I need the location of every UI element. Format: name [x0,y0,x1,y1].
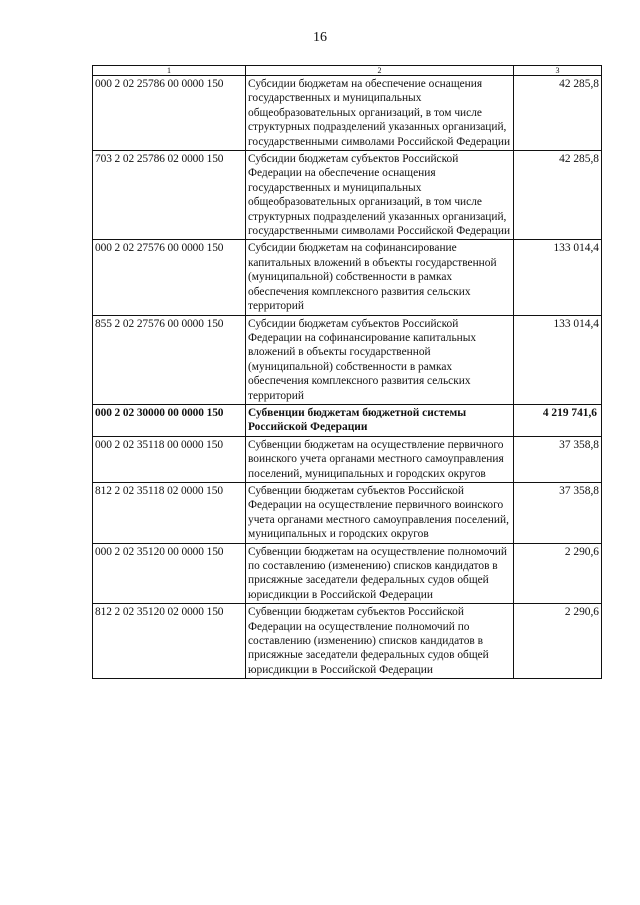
row-code: 855 2 02 27576 00 0000 150 [93,315,246,404]
table-row [93,76,602,151]
row-sum: 4 219 741,6 [514,404,602,436]
budget-revenue-table [92,65,602,679]
row-code: 812 2 02 35120 02 0000 150 [93,604,246,679]
row-name: Субсидии бюджетам на обеспечение оснащения государственных и муниципальных общеобразовательных организаций, в том числе структурных подразделений указанных организаций, государственными символами Российской Федерации [246,76,514,151]
row-sum: 2 290,6 [514,543,602,604]
row-code: 000 2 02 35118 00 0000 150 [93,436,246,482]
row-name: Субвенции бюджетам бюджетной системы Российской Федерации [246,404,514,436]
table-row [93,240,602,315]
row-code: 000 2 02 27576 00 0000 150 [93,240,246,315]
column-header-code: 1 [93,66,246,76]
table-row [93,151,602,240]
row-sum: 133 014,4 [514,240,602,315]
row-name: Субвенции бюджетам субъектов Российской Федерации на осуществление первичного воинского учета органами местного самоуправления поселений, муниципальных и городских округов [246,482,514,543]
row-sum: 37 358,8 [514,482,602,543]
row-name: Субсидии бюджетам на софинансирование капитальных вложений в объекты государственной (муниципальной) собственности в рамках обеспечения комплексного развития сельских территорий [246,240,514,315]
table-row [93,315,602,404]
column-header-sum: 3 [514,66,602,76]
row-sum: 42 285,8 [514,76,602,151]
row-code: 812 2 02 35118 02 0000 150 [93,482,246,543]
row-sum: 133 014,4 [514,315,602,404]
row-sum: 42 285,8 [514,151,602,240]
table-row [93,482,602,543]
table-header-row [93,66,602,76]
column-header-name: 2 [246,66,514,76]
row-name: Субвенции бюджетам на осуществление полномочий по составлению (изменению) списков кандидатов в присяжные заседатели федеральных судов общей юрисдикции в Российской Федерации [246,543,514,604]
table-row [93,436,602,482]
table-row-subtotal [93,404,602,436]
row-code: 703 2 02 25786 02 0000 150 [93,151,246,240]
row-name: Субвенции бюджетам субъектов Российской Федерации на осуществление полномочий по составлению (изменению) списков кандидатов в присяжные заседатели федеральных судов общей юрисдикции в Российской Федерации [246,604,514,679]
row-code: 000 2 02 25786 00 0000 150 [93,76,246,151]
table-row [93,543,602,604]
row-sum: 37 358,8 [514,436,602,482]
row-code: 000 2 02 30000 00 0000 150 [93,404,246,436]
row-name: Субвенции бюджетам на осуществление первичного воинского учета органами местного самоуправления поселений, муниципальных и городских округов [246,436,514,482]
page-number: 16 [313,30,327,45]
row-sum: 2 290,6 [514,604,602,679]
table-row [93,604,602,679]
row-name: Субсидии бюджетам субъектов Российской Федерации на обеспечение оснащения государственных и муниципальных общеобразовательных организаций, в том числе структурных подразделений указанных организаций, государственными символами Российской Федерации [246,151,514,240]
row-name: Субсидии бюджетам субъектов Российской Федерации на софинансирование капитальных вложений в объекты государственной (муниципальной) собственности в рамках обеспечения комплексного развития сельских территорий [246,315,514,404]
row-code: 000 2 02 35120 00 0000 150 [93,543,246,604]
